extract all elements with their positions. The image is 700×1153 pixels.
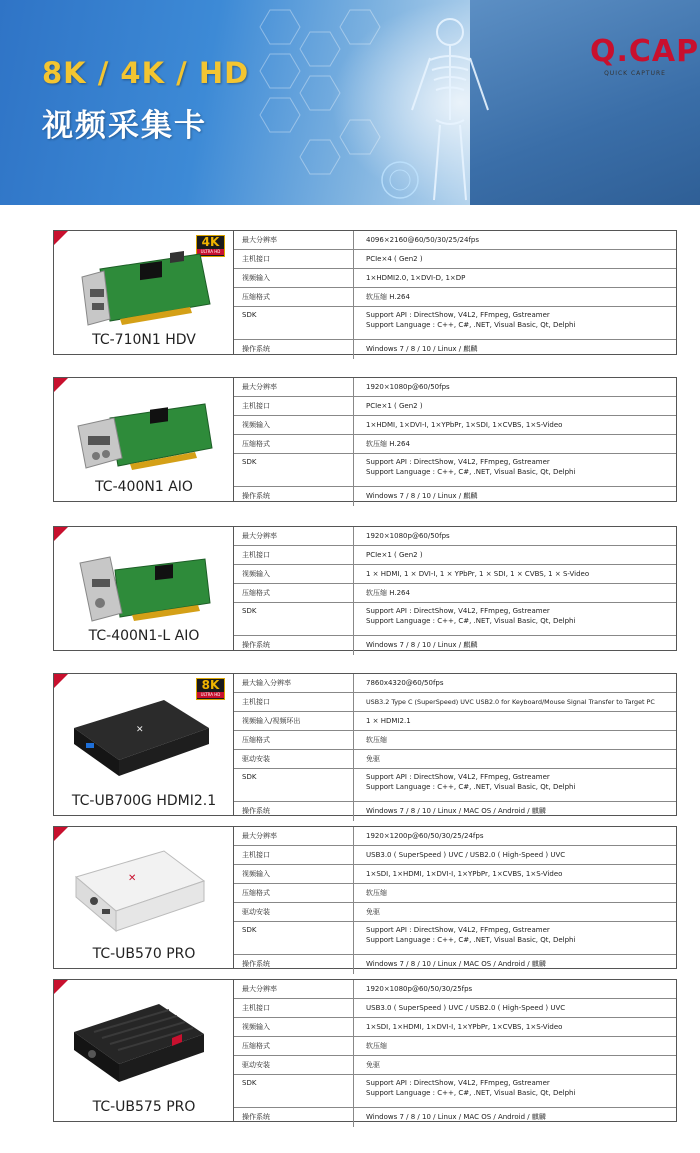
spec-row: 主机接口 PCIe×1 ( Gen2 ) [234,546,676,565]
spec-row: 视频输入 1×SDI, 1×HDMI, 1×DVI-I, 1×YPbPr, 1×CVBS, 1×S-Video [234,865,676,884]
svg-text:✕: ✕ [136,725,144,735]
spec-row: 驱动安装 免驱 [234,903,676,922]
spec-row: SDK Support API : DirectShow, V4L2, FFmpeg, Gstreamer Support Language : C++, C#, .NET, Visual Basic, Qt, Delphi [234,603,676,636]
spec-row: 最大分辨率 1920×1080p@60/50fps [234,378,676,397]
spec-row: 驱动安装 免驱 [234,1056,676,1075]
corner-marker [54,378,68,392]
product-image-panel [54,674,234,815]
spec-row: 驱动安装 免驱 [234,750,676,769]
product-model-name: TC-400N1 AIO [95,479,193,495]
spec-row: SDK Support API : DirectShow, V4L2, FFmpeg, Gstreamer Support Language : C++, C#, .NET, Visual Basic, Qt, Delphi [234,1075,676,1108]
hero-banner [0,0,700,205]
spec-row: 主机接口 PCIe×4 ( Gen2 ) [234,250,676,269]
spec-row: SDK Support API : DirectShow, V4L2, FFmpeg, Gstreamer Support Language : C++, C#, .NET, Visual Basic, Qt, Delphi [234,769,676,802]
spec-row: 最大分辨率 1920×1080p@60/50fps [234,527,676,546]
usb-capture-box-image [64,839,214,939]
product-model-name: TC-400N1-L AIO [88,628,200,644]
spec-row: 视频输入 1×HDMI2.0, 1×DVI-D, 1×DP [234,269,676,288]
spec-table [234,980,676,1127]
spec-row: 最大输入分辨率 7860x4320@60/50fps [234,674,676,693]
product-image-panel [54,827,234,968]
product-image-panel [54,231,234,354]
product-image-panel [54,527,234,650]
spec-row: 最大分辨率 1920×1080p@60/50/30/25fps [234,980,676,999]
spec-row: SDK Support API : DirectShow, V4L2, FFmpeg, Gstreamer Support Language : C++, C#, .NET, Visual Basic, Qt, Delphi [234,922,676,955]
spec-row: 主机接口 USB3.2 Type C (SuperSpeed) UVC USB2.0 for Keyboard/Mouse Signal Transfer to Target PC [234,693,676,712]
corner-marker [54,231,68,245]
product-card [53,826,677,969]
pcie-card-image [70,249,220,329]
product-image-panel [54,980,234,1121]
spec-row: 操作系统 Windows 7 / 8 / 10 / Linux / MAC OS / Android / 麒麟 [234,955,676,974]
spec-row: SDK Support API : DirectShow, V4L2, FFmpeg, Gstreamer Support Language : C++, C#, .NET, Visual Basic, Qt, Delphi [234,454,676,487]
spec-row: 压缩格式 软压缩 H.264 [234,288,676,307]
brand-logo-sub: QUICK CAPTURE [604,70,666,77]
product-model-name: TC-UB700G HDMI2.1 [71,793,217,809]
spec-row: 操作系统 Windows 7 / 8 / 10 / Linux / MAC OS / Android / 麒麟 [234,1108,676,1127]
product-card [53,230,677,355]
spec-row: 视频输入 1×SDI, 1×HDMI, 1×DVI-I, 1×YPbPr, 1×CVBS, 1×S-Video [234,1018,676,1037]
product-card [53,673,677,816]
spec-row: SDK Support API : DirectShow, V4L2, FFmpeg, Gstreamer Support Language : C++, C#, .NET, Visual Basic, Qt, Delphi [234,307,676,340]
spec-row: 压缩格式 软压缩 [234,1037,676,1056]
svg-text:✕: ✕ [128,873,137,884]
spec-row: 操作系统 Windows 7 / 8 / 10 / Linux / MAC OS / Android / 麒麟 [234,802,676,821]
spec-row: 主机接口 USB3.0 ( SuperSpeed ) UVC / USB2.0 ( High-Speed ) UVC [234,999,676,1018]
corner-marker [54,674,68,688]
corner-marker [54,527,68,541]
spec-table [234,674,676,821]
usb-capture-box-image [64,688,214,783]
product-model-name: TC-710N1 HDV [92,332,196,348]
spec-table [234,378,676,506]
pcie-card-image [70,545,220,630]
xray-figure-illustration [380,10,520,205]
brand-logo [590,34,700,77]
spec-row: 压缩格式 软压缩 H.264 [234,584,676,603]
spec-row: 压缩格式 软压缩 [234,884,676,903]
spec-row: 最大分辨率 1920×1200p@60/50/30/25/24fps [234,827,676,846]
spec-row: 最大分辨率 4096×2160@60/50/30/25/24fps [234,231,676,250]
banner-title-resolutions: 8K / 4K / HD [42,56,250,90]
spec-row: 压缩格式 软压缩 [234,731,676,750]
spec-row: 主机接口 USB3.0 ( SuperSpeed ) UVC / USB2.0 ( High-Speed ) UVC [234,846,676,865]
spec-row: 操作系统 Windows 7 / 8 / 10 / Linux / 麒麟 [234,487,676,506]
spec-row: 压缩格式 软压缩 H.264 [234,435,676,454]
product-image-panel [54,378,234,501]
usb-capture-box-image [64,992,214,1092]
product-card [53,526,677,651]
spec-row: 视频输入 1×HDMI, 1×DVI-I, 1×YPbPr, 1×SDI, 1×CVBS, 1×S-Video [234,416,676,435]
spec-table [234,527,676,655]
spec-row: 操作系统 Windows 7 / 8 / 10 / Linux / 麒麟 [234,340,676,359]
banner-title-capture-card: 视频采集卡 [42,108,207,144]
product-card [53,979,677,1122]
spec-row: 主机接口 PCIe×1 ( Gen2 ) [234,397,676,416]
resolution-badge: 4K ULTRA HD [196,235,225,257]
resolution-badge: 8K ULTRA HD [196,678,225,700]
spec-table [234,827,676,974]
product-model-name: TC-UB570 PRO [92,946,196,962]
pcie-card-image [70,396,220,476]
product-card [53,377,677,502]
spec-row: 视频输入 1 × HDMI, 1 × DVI-I, 1 × YPbPr, 1 × SDI, 1 × CVBS, 1 × S-Video [234,565,676,584]
product-model-name: TC-UB575 PRO [92,1099,196,1115]
brand-logo-mark: Q.CAP [590,34,700,69]
spec-row: 视频输入/视频环出 1 × HDMI2.1 [234,712,676,731]
spec-table [234,231,676,359]
spec-row: 操作系统 Windows 7 / 8 / 10 / Linux / 麒麟 [234,636,676,655]
